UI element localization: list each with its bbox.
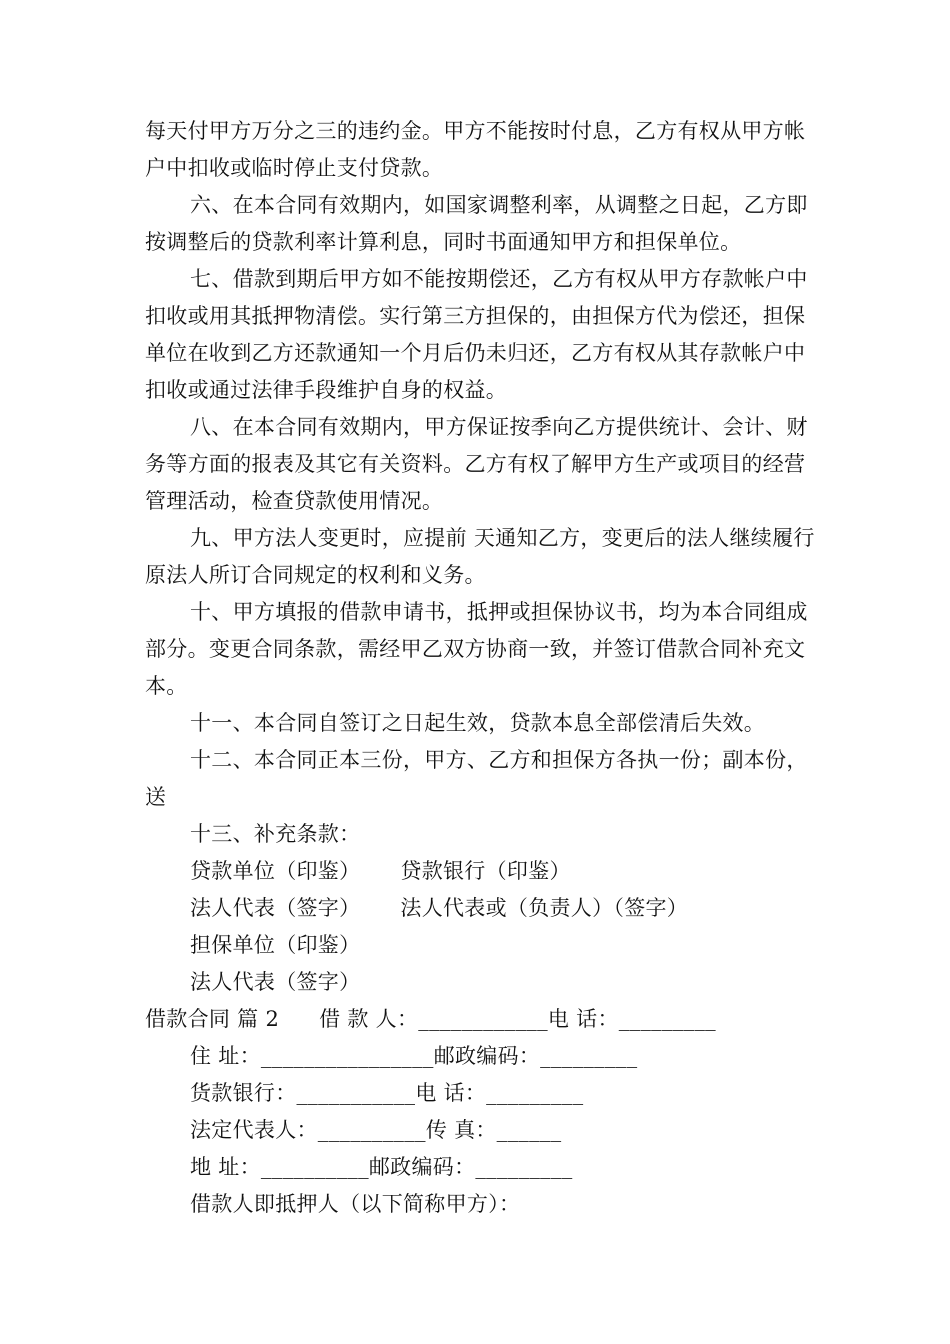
borrower-phone-field: 电 话：_________ bbox=[547, 1007, 716, 1031]
bank-field: 货款银行：___________ bbox=[190, 1081, 416, 1105]
fax-field: 传 真：______ bbox=[425, 1118, 562, 1142]
signature-row-legal-reps bbox=[145, 890, 825, 927]
paragraph-clause-7: 七、借款到期后甲方如不能按期偿还，乙方有权从甲方存款帐户中扣收或用其抵押物清偿。实行第三方担保的，由担保方代为偿还，担保单位在收到乙方还款通知一个月后仍未归还，乙方有权从其存款帐户中扣收或通过法律手段维护自身的权益。 bbox=[145, 267, 808, 402]
paragraph-clause-6: 六、在本合同有效期内，如国家调整利率，从调整之日起，乙方即按调整后的贷款利率计算利息，同时书面通知甲方和担保单位。 bbox=[145, 193, 808, 254]
bank-phone-field: 电 话：_________ bbox=[415, 1081, 584, 1105]
guarantor-unit-seal-label: 担保单位（印鉴） bbox=[190, 933, 361, 957]
borrower-unit-seal-label: 贷款单位（印鉴） bbox=[190, 859, 361, 883]
address-row bbox=[145, 1038, 825, 1075]
paragraph-clause-10: 十、甲方填报的借款申请书，抵押或担保协议书，均为本合同组成部分。变更合同条款，需经甲乙双方协商一致，并签订借款合同补充文本。 bbox=[145, 600, 808, 698]
mortgagor-line: 借款人即抵押人（以下简称甲方）： bbox=[190, 1192, 521, 1216]
legal-rep-or-head-sign-label: 法人代表或（负责人）（签字） bbox=[400, 896, 689, 920]
contract-body bbox=[145, 113, 825, 1223]
legal-rep-field: 法定代表人：__________ bbox=[190, 1118, 426, 1142]
contract2-heading-row bbox=[145, 1001, 825, 1038]
site-address-field: 地 址：__________ bbox=[190, 1155, 369, 1179]
paragraph-clause-11: 十一、本合同自签订之日起生效，贷款本息全部偿清后失效。 bbox=[190, 711, 766, 735]
signature-row-seals bbox=[145, 853, 825, 890]
legal-rep-sign-label: 法人代表（签字） bbox=[190, 896, 361, 920]
paragraph-clause-12: 十二、本合同正本三份，甲方、乙方和担保方各执一份；副本份，送 bbox=[145, 748, 808, 809]
postcode-field-2: 邮政编码：_________ bbox=[368, 1155, 573, 1179]
address-field: 住 址：________________ bbox=[190, 1044, 434, 1068]
paragraph-continued: 每天付甲方万分之三的违约金。甲方不能按时付息，乙方有权从甲方帐户中扣收或临时停止支付贷款。 bbox=[145, 119, 806, 180]
contract2-heading: 借款合同 篇 2 bbox=[145, 1007, 280, 1031]
paragraph-clause-13: 十三、补充条款： bbox=[190, 822, 361, 846]
legal-rep-row bbox=[145, 1112, 825, 1149]
lender-bank-seal-label: 贷款银行（印鉴） bbox=[400, 859, 571, 883]
bank-row bbox=[145, 1075, 825, 1112]
paragraph-clause-9: 九、甲方法人变更时，应提前 天通知乙方，变更后的法人继续履行原法人所订合同规定的权利和义务。 bbox=[145, 526, 815, 587]
postcode-field-1: 邮政编码：_________ bbox=[433, 1044, 638, 1068]
guarantor-legal-rep-sign-label: 法人代表（签字） bbox=[190, 970, 361, 994]
site-row bbox=[145, 1149, 825, 1186]
borrower-field: 借 款 人：____________ bbox=[319, 1007, 548, 1031]
paragraph-clause-8: 八、在本合同有效期内，甲方保证按季向乙方提供统计、会计、财务等方面的报表及其它有关资料。乙方有权了解甲方生产或项目的经营管理活动，检查贷款使用情况。 bbox=[145, 415, 808, 513]
